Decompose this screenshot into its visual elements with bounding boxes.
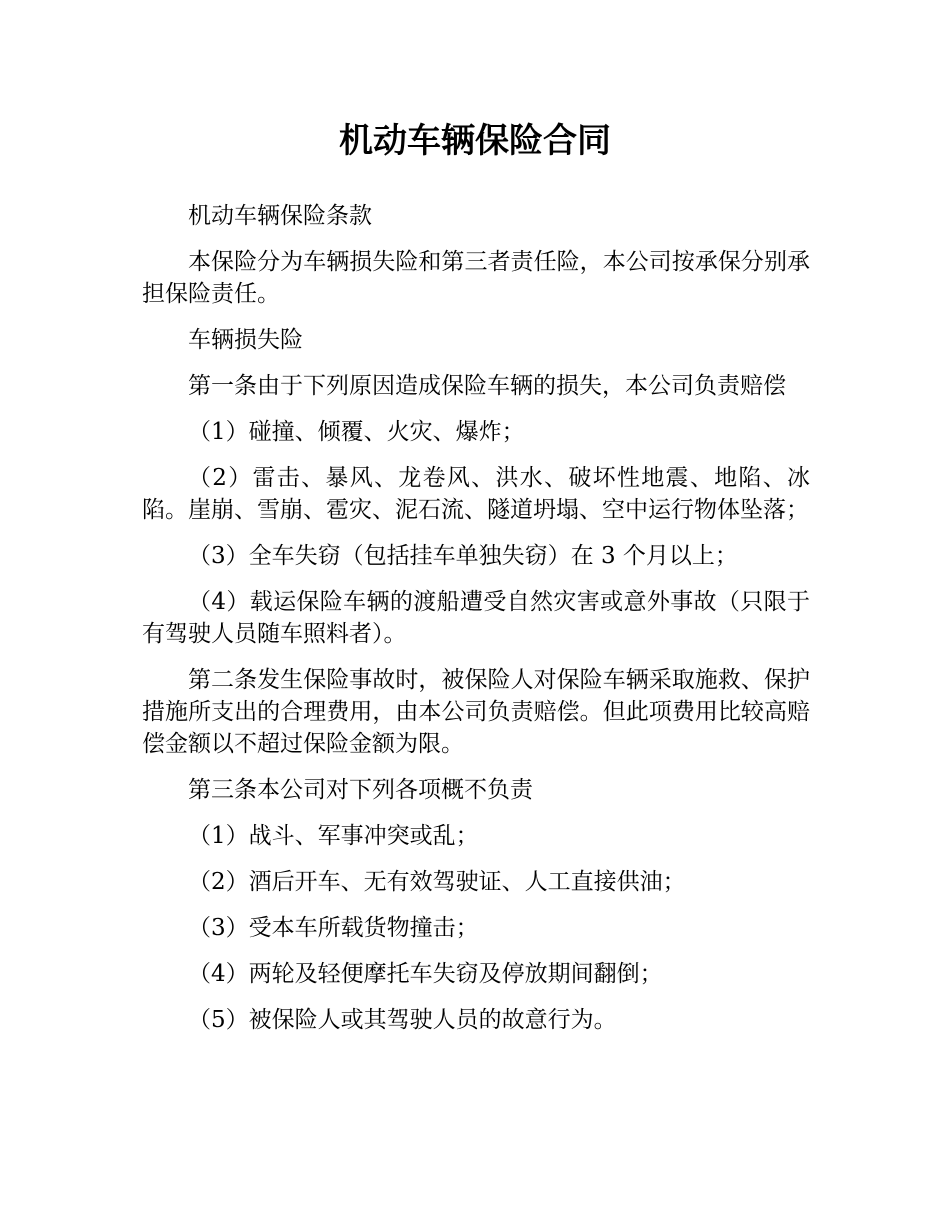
list-item: （1）战斗、军事冲突或乱； [188, 823, 479, 849]
article-3: 第三条本公司对下列各项概不负责 [188, 777, 533, 803]
paragraph-intro: 本保险分为车辆损失险和第三者责任险，本公司按承保分别承担保险责任。 [142, 249, 810, 307]
list-item: （4）载运保险车辆的渡船遭受自然灾害或意外事故（只限于有驾驶人员随车照料者）。 [142, 589, 810, 647]
document-title: 机动车辆保险合同 [339, 121, 611, 161]
list-item: （2）酒后开车、无有效驾驶证、人工直接供油； [188, 869, 686, 895]
list-item: （3）全车失窃（包括挂车单独失窃）在 3 个月以上； [188, 543, 738, 569]
article-1: 第一条由于下列原因造成保险车辆的损失，本公司负责赔偿 [188, 373, 786, 399]
list-item: （2）雷击、暴风、龙卷风、洪水、破坏性地震、地陷、冰陷。崖崩、雪崩、雹灾、泥石流、隧道坍塌、空中运行物体坠落； [142, 465, 810, 523]
list-item: （5）被保险人或其驾驶人员的故意行为。 [188, 1007, 617, 1033]
document-body [142, 200, 810, 1050]
article-2: 第二条发生保险事故时，被保险人对保险车辆采取施救、保护措施所支出的合理费用，由本公司负责赔偿。但此项费用比较高赔偿金额以不超过保险金额为限。 [142, 667, 810, 757]
list-item: （3）受本车所载货物撞击； [188, 915, 479, 941]
list-item: （4）两轮及轻便摩托车失窃及停放期间翻倒； [188, 961, 663, 987]
list-item: （1）碰撞、倾覆、火灾、爆炸； [188, 419, 525, 445]
section-heading-clauses: 机动车辆保险条款 [188, 203, 372, 229]
section-heading-vehicle-loss: 车辆损失险 [188, 327, 303, 353]
